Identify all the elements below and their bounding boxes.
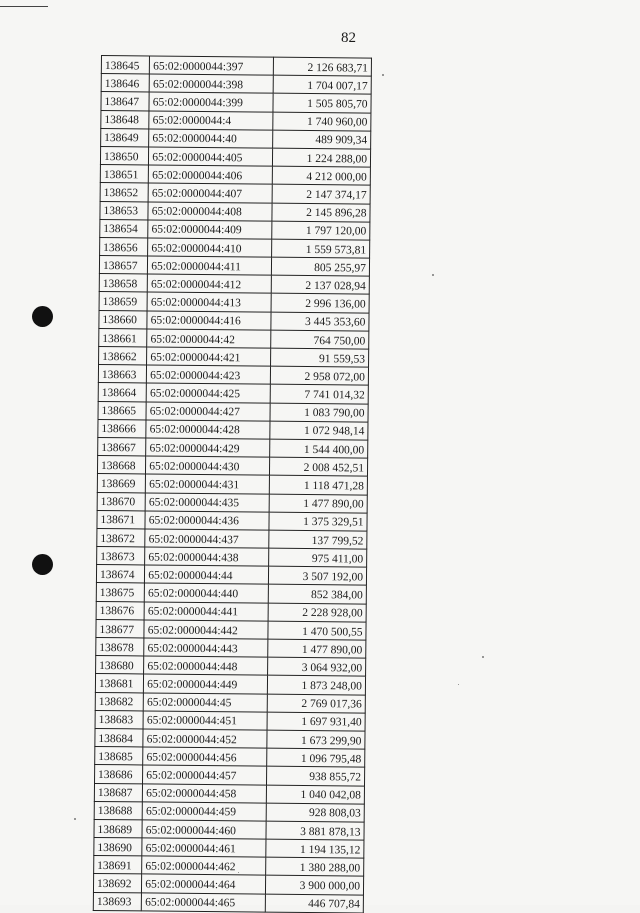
- cadastral-value-cell: 1 224 288,00: [273, 148, 371, 167]
- cadastral-value-cell: 137 799,52: [269, 530, 367, 549]
- cadastral-number-cell: 65:02:0000044:425: [146, 383, 270, 402]
- cadastral-number-cell: 65:02:0000044:440: [145, 583, 269, 602]
- cadastral-value-cell: 2 008 452,51: [270, 457, 368, 476]
- scan-speck: [482, 656, 484, 658]
- row-number-cell: 138689: [94, 819, 142, 838]
- cadastral-number-cell: 65:02:0000044:40: [149, 129, 273, 148]
- row-number-cell: 138646: [101, 74, 149, 93]
- cadastral-value-cell: 1 559 573,81: [272, 239, 370, 258]
- cadastral-value-cell: 764 750,00: [271, 330, 369, 349]
- cadastral-value-cell: 2 145 896,28: [272, 203, 370, 222]
- cadastral-value-cell: 3 881 878,13: [266, 821, 364, 840]
- cadastral-value-cell: 4 212 000,00: [273, 166, 371, 185]
- cadastral-value-cell: 1 704 007,17: [273, 75, 371, 94]
- cadastral-number-cell: 65:02:0000044:45: [143, 693, 267, 712]
- row-number-cell: 138656: [100, 237, 148, 256]
- cadastral-number-cell: 65:02:0000044:437: [145, 529, 269, 548]
- cadastral-number-cell: 65:02:0000044:441: [144, 602, 268, 621]
- row-number-cell: 138686: [95, 765, 143, 784]
- cadastral-value-cell: 2 996 136,00: [271, 294, 369, 313]
- row-number-cell: 138688: [94, 801, 142, 820]
- cadastral-number-cell: 65:02:0000044:451: [143, 711, 267, 730]
- row-number-cell: 138649: [101, 128, 149, 147]
- row-number-cell: 138687: [94, 783, 142, 802]
- cadastral-value-cell: 1 194 135,12: [266, 839, 364, 858]
- cadastral-value-cell: 1 096 795,48: [267, 748, 365, 767]
- row-number-cell: 138681: [95, 674, 143, 693]
- row-number-cell: 138666: [98, 419, 146, 438]
- cadastral-number-cell: 65:02:0000044:458: [143, 783, 267, 802]
- cadastral-number-cell: 65:02:0000044:4: [149, 111, 273, 130]
- cadastral-number-cell: 65:02:0000044:416: [147, 311, 271, 330]
- cadastral-number-cell: 65:02:0000044:44: [145, 565, 269, 584]
- cadastral-number-cell: 65:02:0000044:435: [145, 492, 269, 511]
- row-number-cell: 138659: [99, 292, 147, 311]
- scan-speck: [458, 684, 459, 685]
- cadastral-value-cell: 975 411,00: [269, 548, 367, 567]
- cadastral-value-cell: 489 909,34: [273, 130, 371, 149]
- cadastral-value-cell: 1 477 890,00: [268, 639, 366, 658]
- row-number-cell: 138671: [97, 510, 145, 529]
- row-number-cell: 138691: [94, 856, 142, 875]
- cadastral-number-cell: 65:02:0000044:423: [147, 365, 271, 384]
- cadastral-value-cell: 3 064 932,00: [268, 657, 366, 676]
- row-number-cell: 138669: [97, 474, 145, 493]
- row-number-cell: 138664: [98, 383, 146, 402]
- cadastral-number-cell: 65:02:0000044:428: [146, 420, 270, 439]
- cadastral-value-cell: 1 375 329,51: [269, 512, 367, 531]
- scan-speck: [432, 274, 434, 276]
- punch-hole-mark: [32, 554, 53, 575]
- cadastral-number-cell: 65:02:0000044:456: [143, 747, 267, 766]
- row-number-cell: 138665: [98, 401, 146, 420]
- row-number-cell: 138685: [95, 747, 143, 766]
- cadastral-value-cell: 1 673 299,90: [267, 730, 365, 749]
- cadastral-number-cell: 65:02:0000044:443: [144, 638, 268, 657]
- row-number-cell: 138662: [99, 346, 147, 365]
- cadastral-value-cell: 928 808,03: [266, 803, 364, 822]
- row-number-cell: 138661: [99, 328, 147, 347]
- row-number-cell: 138674: [96, 565, 144, 584]
- cadastral-value-cell: 1 544 400,00: [270, 439, 368, 458]
- cadastral-value-cell: 1 797 120,00: [272, 221, 370, 240]
- cadastral-number-cell: 65:02:0000044:411: [148, 256, 272, 275]
- cadastral-number-cell: 65:02:0000044:465: [142, 893, 266, 912]
- cadastral-value-cell: 805 255,97: [272, 257, 370, 276]
- cadastral-value-table: [93, 55, 372, 913]
- row-number-cell: 138682: [95, 692, 143, 711]
- cadastral-value-cell: 2 126 683,71: [274, 57, 372, 76]
- cadastral-number-cell: 65:02:0000044:413: [147, 292, 271, 311]
- page-number: 82: [341, 30, 356, 46]
- row-number-cell: 138690: [94, 838, 142, 857]
- cadastral-number-cell: 65:02:0000044:460: [142, 820, 266, 839]
- row-number-cell: 138693: [93, 892, 141, 911]
- row-number-cell: 138648: [101, 110, 149, 129]
- row-number-cell: 138645: [101, 56, 149, 75]
- cadastral-number-cell: 65:02:0000044:412: [147, 274, 271, 293]
- cadastral-number-cell: 65:02:0000044:399: [149, 92, 273, 111]
- cadastral-value-cell: 7 741 014,32: [270, 385, 368, 404]
- row-number-cell: 138684: [95, 728, 143, 747]
- cadastral-number-cell: 65:02:0000044:442: [144, 620, 268, 639]
- cadastral-value-cell: 1 118 471,28: [270, 475, 368, 494]
- cadastral-number-cell: 65:02:0000044:429: [146, 438, 270, 457]
- cadastral-number-cell: 65:02:0000044:459: [142, 802, 266, 821]
- cadastral-value-cell: 2 137 028,94: [272, 275, 370, 294]
- cadastral-value-cell: 3 507 192,00: [269, 566, 367, 585]
- row-number-cell: 138677: [96, 619, 144, 638]
- row-number-cell: 138672: [97, 528, 145, 547]
- scan-speck: [74, 818, 76, 820]
- row-number-cell: 138678: [96, 637, 144, 656]
- cadastral-number-cell: 65:02:0000044:461: [142, 838, 266, 857]
- cadastral-value-cell: 1 740 960,00: [273, 112, 371, 131]
- row-number-cell: 138654: [100, 219, 148, 238]
- cadastral-number-cell: 65:02:0000044:406: [149, 165, 273, 184]
- cadastral-value-cell: 3 900 000,00: [266, 876, 364, 895]
- cadastral-number-cell: 65:02:0000044:408: [148, 201, 272, 220]
- row-number-cell: 138680: [96, 656, 144, 675]
- cadastral-value-cell: 1 072 948,14: [270, 421, 368, 440]
- cadastral-number-cell: 65:02:0000044:421: [147, 347, 271, 366]
- row-number-cell: 138650: [100, 146, 148, 165]
- cadastral-value-cell: 1 040 042,08: [267, 785, 365, 804]
- cadastral-number-cell: 65:02:0000044:457: [143, 765, 267, 784]
- cadastral-number-cell: 65:02:0000044:448: [144, 656, 268, 675]
- row-number-cell: 138676: [96, 601, 144, 620]
- cadastral-value-cell: 1 697 931,40: [267, 712, 365, 731]
- row-number-cell: 138670: [97, 492, 145, 511]
- row-number-cell: 138663: [98, 365, 146, 384]
- cadastral-value-cell: 938 855,72: [267, 766, 365, 785]
- cadastral-number-cell: 65:02:0000044:397: [150, 56, 274, 75]
- cadastral-number-cell: 65:02:0000044:436: [145, 511, 269, 530]
- row-number-cell: 138658: [99, 274, 147, 293]
- cadastral-number-cell: 65:02:0000044:42: [147, 329, 271, 348]
- cadastral-number-cell: 65:02:0000044:427: [146, 402, 270, 421]
- cadastral-number-cell: 65:02:0000044:462: [142, 856, 266, 875]
- row-number-cell: 138647: [101, 92, 149, 111]
- cadastral-number-cell: 65:02:0000044:431: [146, 474, 270, 493]
- scan-speck: [382, 74, 384, 76]
- cadastral-value-cell: 1 083 790,00: [270, 403, 368, 422]
- table-body: [93, 56, 371, 913]
- row-number-cell: 138675: [96, 583, 144, 602]
- cadastral-number-cell: 65:02:0000044:438: [145, 547, 269, 566]
- row-number-cell: 138667: [98, 437, 146, 456]
- row-number-cell: 138652: [100, 183, 148, 202]
- cadastral-value-cell: 1 470 500,55: [268, 621, 366, 640]
- top-edge-rule: [0, 6, 48, 7]
- cadastral-value-cell: 852 384,00: [269, 585, 367, 604]
- row-number-cell: 138660: [99, 310, 147, 329]
- row-number-cell: 138651: [100, 165, 148, 184]
- cadastral-number-cell: 65:02:0000044:405: [149, 147, 273, 166]
- cadastral-value-cell: 1 873 248,00: [268, 676, 366, 695]
- cadastral-number-cell: 65:02:0000044:452: [143, 729, 267, 748]
- cadastral-value-cell: 91 559,53: [271, 348, 369, 367]
- cadastral-value-cell: 3 445 353,60: [271, 312, 369, 331]
- row-number-cell: 138673: [97, 547, 145, 566]
- cadastral-value-cell: 1 380 288,00: [266, 857, 364, 876]
- cadastral-number-cell: 65:02:0000044:398: [149, 74, 273, 93]
- cadastral-value-cell: 2 958 072,00: [271, 366, 369, 385]
- cadastral-value-cell: 1 477 890,00: [269, 494, 367, 513]
- row-number-cell: 138692: [93, 874, 141, 893]
- cadastral-value-cell: 2 769 017,36: [267, 694, 365, 713]
- cadastral-value-cell: 2 147 374,17: [272, 184, 370, 203]
- row-number-cell: 138668: [97, 456, 145, 475]
- table-row: [93, 892, 363, 913]
- row-number-cell: 138657: [99, 256, 147, 275]
- cadastral-number-cell: 65:02:0000044:407: [148, 183, 272, 202]
- row-number-cell: 138653: [100, 201, 148, 220]
- cadastral-value-cell: 1 505 805,70: [273, 94, 371, 113]
- punch-hole-mark: [32, 306, 53, 327]
- cadastral-value-cell: 2 228 928,00: [268, 603, 366, 622]
- cadastral-number-cell: 65:02:0000044:409: [148, 220, 272, 239]
- cadastral-value-cell: 446 707,84: [266, 894, 364, 913]
- cadastral-number-cell: 65:02:0000044:464: [142, 874, 266, 893]
- row-number-cell: 138683: [95, 710, 143, 729]
- cadastral-number-cell: 65:02:0000044:449: [144, 674, 268, 693]
- cadastral-number-cell: 65:02:0000044:410: [148, 238, 272, 257]
- cadastral-number-cell: 65:02:0000044:430: [146, 456, 270, 475]
